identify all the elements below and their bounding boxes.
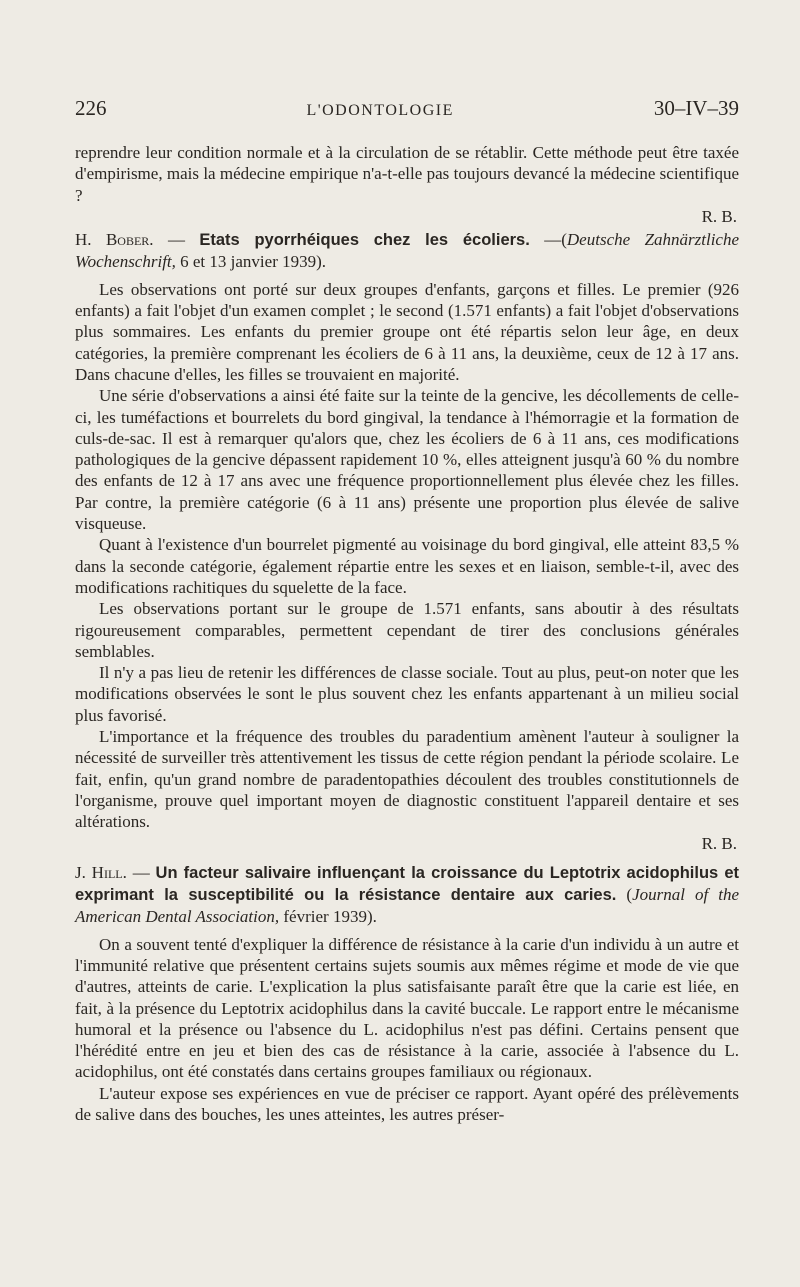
article2-journal: Deutsche Zahnärztliche Wochenschrift, — [75, 230, 740, 272]
article3-journal: Journal of the American Dental Association, — [75, 885, 739, 927]
article3-reference — [75, 862, 739, 928]
running-title: L'ODONTOLOGIE — [306, 102, 454, 119]
article2-author: H. Bober. — [75, 230, 154, 250]
article2-paragraph: Une série d'observations a ainsi été faite sur la teinte de la gencive, les décollements de celle-ci, les tuméfactions et bourrelets du bord gingival, la tendance à l'hémorragie et la formation de culs-de-sac. Il est à remarquer qu'alors que, chez les écoliers de 6 à 11 ans, ces modifications pathologiques de la gencive dépassent rapidement 10 %, elles atteignent jusqu'à 60 % du nombre des enfants de 12 à 17 ans avec une fréquence proportionnellement plus élevée chez les filles. Par contre, la première catégorie (6 à 11 ans) présente une proportion plus élevée de salive visqueuse. — [75, 386, 739, 534]
article2-journal-open: ( — [561, 230, 567, 250]
article1-signature: R. B. — [701, 206, 737, 226]
article2-paragraph: Il n'y a pas lieu de retenir les différences de classe sociale. Tout au plus, peut-on noter que les modifications observées le sont le plus souvent chez les enfants appartenant à un milieu social plus favorisé. — [75, 663, 739, 725]
article2-paragraph: Les observations ont porté sur deux groupes d'enfants, garçons et filles. Le premier (926 enfants) a fait l'objet d'un examen complet ; le second (1.571 enfants) a fait l'objet d'observations plus sommaires. Les enfants du premier groupe ont été répartis selon leur âge, en deux catégories, la première comprenant les écoliers de 6 à 11 ans, la deuxième, ceux de 12 à 17 ans. Dans chacune d'elles, les filles se trouvaient en majorité. — [75, 279, 739, 384]
article3-paragraph: L'auteur expose ses expériences en vue de préciser ce rapport. Ayant opéré des prélèvements de salive dans des bouches, les unes atteintes, les autres préser- — [75, 1083, 739, 1125]
article3-journal-open: ( — [626, 885, 633, 905]
article3-paragraph: On a souvent tenté d'expliquer la différence de résistance à la carie d'un individu à un autre et l'immunité relative que présentent certains sujets soumis aux mêmes régime et mode de vie que d'autres, atteints de carie. L'explication la plus satisfaisante paraît être que la carie est liée, en fait, à la présence du Leptotrix acidophilus dans la cavité buccale. Le rapport entre le mécanisme humoral et la présence ou l'absence du L. acidophilus n'est pas défini. Certains pensent que l'hérédité entre en jeu et bien des cas de résistance à la carie, associée à l'absence du L. acidophilus, ont été constatés dans certains groupes familiaux ou régionaux. — [75, 934, 739, 1082]
article2-paragraph: Les observations portant sur le groupe de 1.571 enfants, sans aboutir à des résultats rigoureusement comparables, permettent cependant de tirer des conclusions générales semblables. — [75, 599, 739, 661]
article2-reference — [75, 229, 739, 273]
article2-signature: R. B. — [701, 833, 737, 853]
page-number: 226 — [75, 96, 107, 120]
article3-author: J. Hill. — [75, 862, 127, 882]
article3-dash: — — [132, 862, 150, 882]
article2-paragraph: L'importance et la fréquence des troubles du paradentium amènent l'auteur à souligner la nécessité de surveiller très attentivement les tissus de cette région pendant la période scolaire. Le fait, enfin, qu'un grand nombre de paradentopathies découlent des troubles constitutionnels de l'organisme, prouve quel important moyen de diagnostic constituent l'appareil dentaire et ses altérations. — [75, 727, 739, 832]
article1-intro: reprendre leur condition normale et à la circulation de se rétablir. Cette méthode peut être taxée d'empirisme, mais la médecine empirique n'a-t-elle pas toujours devancé la médecine scientifique ? — [75, 143, 739, 205]
article2-dash2: — — [544, 230, 562, 250]
document-page — [75, 96, 739, 1125]
article3-date: février 1939). — [283, 907, 377, 927]
article2-title: Etats pyorrhéiques chez les écoliers. — [199, 231, 530, 250]
article2-paragraph: Quant à l'existence d'un bourrelet pigmenté au voisinage du bord gingival, elle atteint 83,5 % dans la seconde catégorie, également répartie entre les sexes et en liaison, semble-t-il, avec des modifications rachitiques du squelette de la face. — [75, 535, 739, 597]
issue-date: 30–IV–39 — [653, 96, 739, 120]
article2-date: 6 et 13 janvier 1939). — [180, 252, 327, 272]
running-header — [75, 96, 739, 136]
article2-dash: — — [167, 230, 185, 250]
article3-title: Un facteur salivaire influençant la croissance du Leptotrix acidophilus et exprimant la susceptibilité ou la résistance dentaire aux caries. — [75, 863, 740, 905]
